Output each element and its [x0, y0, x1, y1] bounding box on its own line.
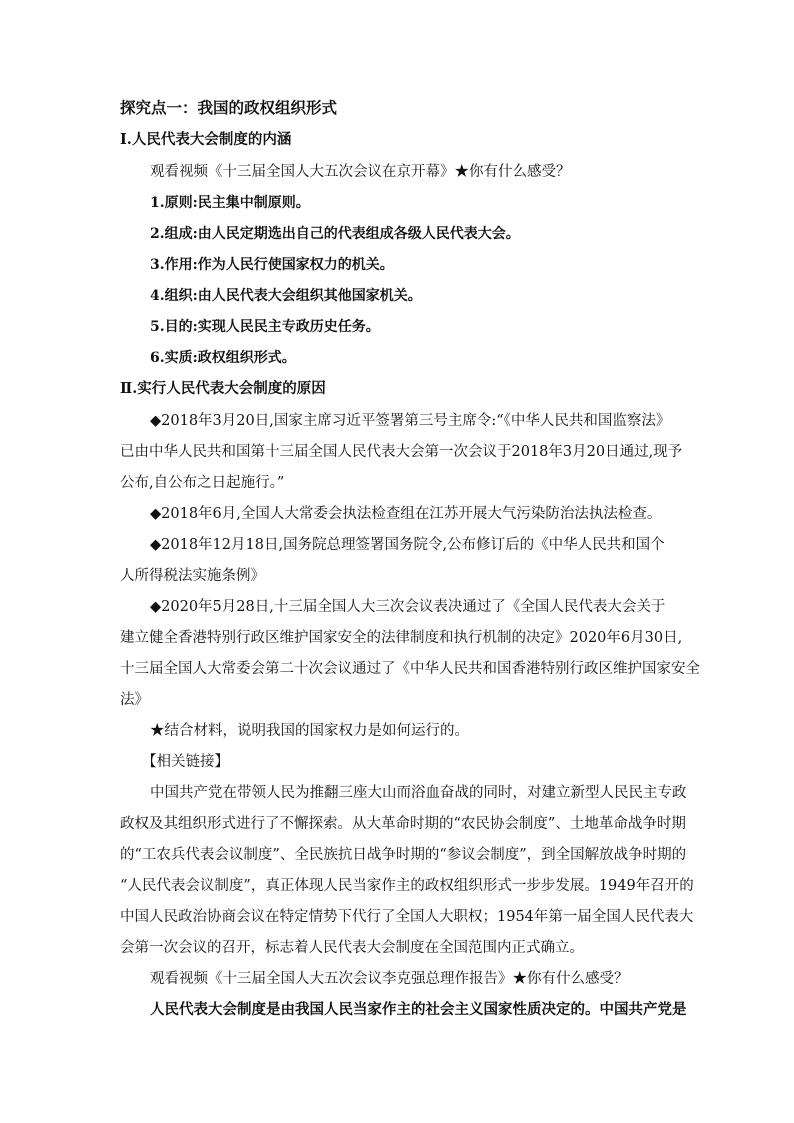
- list-item: 2.组成:由人民定期选出自己的代表组成各级人民代表大会。: [150, 226, 520, 242]
- heading-connotation: Ⅰ.人民代表大会制度的内涵: [120, 131, 292, 148]
- link-text-line: 政权及其组织形式进行了不懈探索。从大革命时期的“农民协会制度”、土地革命战争时期: [120, 816, 686, 832]
- list-item: 6.实质:政权组织形式。: [150, 350, 296, 366]
- material-4-line: 十三届全国人大常委会第二十次会议通过了《中华人民共和国香港特别行政区维护国家安全: [120, 661, 700, 677]
- link-text-line: 会第一次会议的召开，标志着人民代表大会制度在全国范围内正式确立。: [120, 940, 584, 956]
- material-1-line: ◆2018年3月20日,国家主席习近平签署第三号主席令:“《中华人民共和国监察法》: [150, 413, 671, 429]
- material-2-line: ◆2018年6月,全国人大常委会执法检查组在江苏开展大气污染防治法执法检查。: [150, 506, 662, 522]
- material-3-line: ◆2018年12月18日,国务院总理签署国务院令,公布修订后的《中华人民共和国个: [150, 537, 665, 553]
- heading-reasons: Ⅱ.实行人民代表大会制度的原因: [120, 380, 326, 397]
- material-3-line: 人所得税法实施条例》: [120, 568, 265, 584]
- material-1-line: 已由中华人民共和国第十三届全国人民代表大会第一次会议于2018年3月20日通过,现予: [120, 444, 683, 460]
- list-item: 3.作用:作为人民行使国家权力的机关。: [150, 257, 394, 273]
- list-item: 4.组织:由人民代表大会组织其他国家机关。: [150, 288, 422, 304]
- link-text-line: 的“工农兵代表会议制度”、全民族抗日战争时期的“参议会制度”，到全国解放战争时期的: [120, 847, 687, 863]
- material-4-line: 法》: [120, 692, 149, 708]
- video-prompt-1: 观看视频《十三届全国人大五次会议在京开幕》★你有什么感受？: [150, 164, 571, 180]
- analysis-question: ★结合材料，说明我国的国家权力是如何运行的。: [150, 723, 469, 739]
- video-prompt-2: 观看视频《十三届全国人大五次会议李克强总理作报告》★你有什么感受？: [150, 971, 629, 987]
- link-text-line: “人民代表会议制度”，真正体现人民当家作主的政权组织形式一步步发展。1949年召开的: [120, 878, 694, 894]
- document-page: [120, 98, 700, 1031]
- list-item: 1.原则:民主集中制原则。: [150, 195, 310, 211]
- link-text-line: 中国共产党在带领人民为推翻三座大山而浴血奋战的同时，对建立新型人民民主专政: [150, 785, 687, 801]
- section-title: 探究点一：我国的政权组织形式: [120, 98, 338, 117]
- related-link-label: 【相关链接】: [142, 754, 229, 770]
- material-4-line: ◆2020年5月28日,十三届全国人大三次会议表决通过了《全国人民代表大会关于: [150, 599, 666, 615]
- conclusion-line: 人民代表大会制度是由我国人民当家作主的社会主义国家性质决定的。中国共产党是: [150, 1001, 687, 1018]
- link-text-line: 中国人民政治协商会议在特定情势下代行了全国人大职权；1954年第一届全国人民代表大: [120, 909, 694, 925]
- list-item: 5.目的:实现人民民主专政历史任务。: [150, 319, 380, 335]
- material-4-line: 建立健全香港特别行政区维护国家安全的法律制度和执行机制的决定》2020年6月30日,: [120, 630, 683, 646]
- material-1-line: 公布,自公布之日起施行。”: [120, 475, 285, 491]
